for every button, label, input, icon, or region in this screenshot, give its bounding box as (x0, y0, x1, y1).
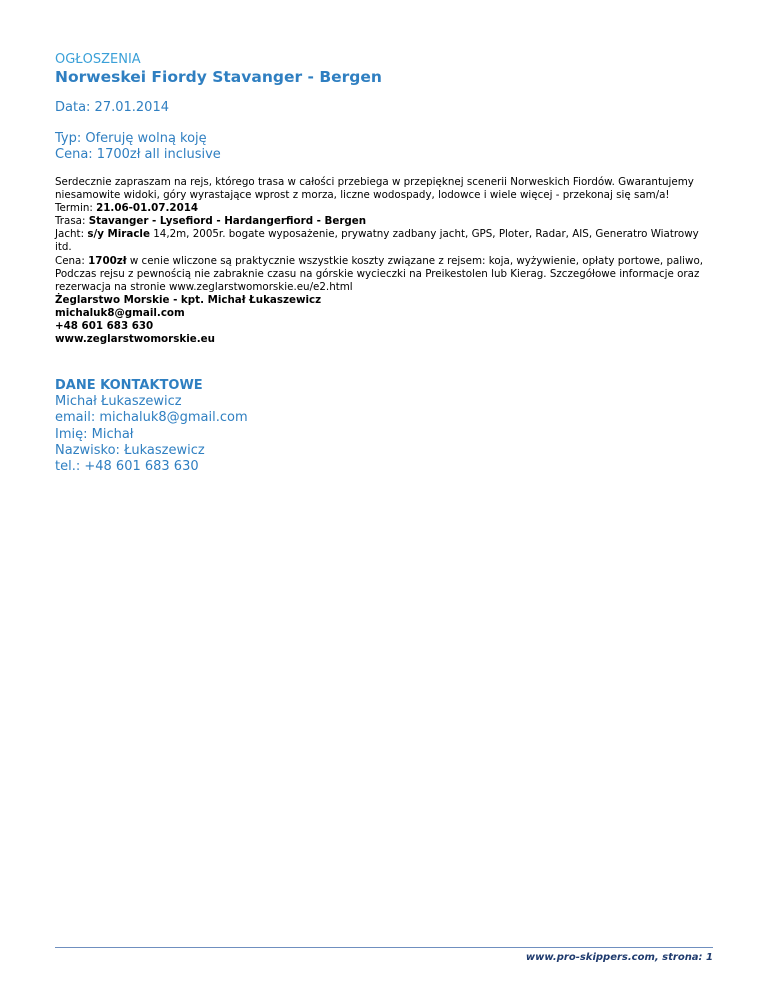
yacht-line (55, 228, 713, 254)
contact-section (55, 378, 248, 475)
signature-phone: +48 601 683 630 (55, 320, 154, 333)
term-label: Termin: (55, 202, 97, 215)
listing-type: Typ: Oferuję wolną koję (55, 131, 207, 146)
signature-website: www.zeglarstwomorskie.eu (55, 333, 215, 346)
price-description: w cenie wliczone są praktycznie wszystkie koszty związane z rejsem: koja, wyżywienie, opłaty portowe, paliwo, (126, 254, 704, 267)
footer-divider (55, 947, 713, 948)
route-label: Trasa: (55, 215, 89, 228)
section-label: OGŁOSZENIA (55, 52, 141, 67)
price-line (55, 255, 713, 268)
yacht-label: Jacht: (55, 228, 88, 241)
listing-meta (55, 131, 221, 163)
contact-last-name: Nazwisko: Łukaszewicz (55, 442, 205, 458)
contact-heading: DANE KONTAKTOWE (55, 378, 203, 393)
term-value: 21.06-01.07.2014 (96, 202, 199, 215)
listing-price: Cena: 1700zł all inclusive (55, 147, 221, 162)
contact-first-name: Imię: Michał (55, 426, 134, 442)
document-page (55, 0, 713, 994)
page-title: Norweskei Fiordy Stavanger - Bergen (55, 68, 382, 86)
contact-email: email: michaluk8@gmail.com (55, 410, 248, 426)
yacht-name: s/y Miracle (87, 228, 150, 241)
price-label: Cena: (55, 254, 89, 267)
extra-paragraph: Podczas rejsu z pewnością nie zabraknie czasu na górskie wycieczki na Preikestolen lub Kierag. Szczegółowe informacje oraz rezerwacja na stronie www.zeglarstwomorskie.eu/e2.html (55, 267, 700, 293)
price-value: 1700zł (88, 254, 127, 267)
signature-name: Żeglarstwo Morskie - kpt. Michał Łukaszewicz (55, 293, 322, 306)
signature-email: michaluk8@gmail.com (55, 306, 185, 319)
route-value: Stavanger - Lysefiord - Hardangerfiord - Bergen (88, 215, 367, 228)
listing-date: Data: 27.01.2014 (55, 100, 169, 115)
listing-description (55, 176, 713, 346)
yacht-description: 14,2m, 2005r. bogate wyposażenie, prywatny zadbany jacht, GPS, Ploter, Radar, AIS, Generatro Wiatrowy itd. (55, 228, 699, 254)
contact-name: Michał Łukaszewicz (55, 394, 182, 410)
term-line (55, 202, 713, 215)
route-line (55, 215, 713, 228)
page-footer: www.pro-skippers.com, strona: 1 (525, 952, 713, 963)
intro-paragraph: Serdecznie zapraszam na rejs, którego trasa w całości przebiega w przepięknej scenerii Norweskich Fiordów. Gwarantujemy niesamowite widoki, góry wyrastające wprost z morza, liczne wodospady, lodowce i wiele więcej - przekonaj się sam/a! (55, 176, 694, 202)
contact-phone: tel.: +48 601 683 630 (55, 459, 199, 475)
